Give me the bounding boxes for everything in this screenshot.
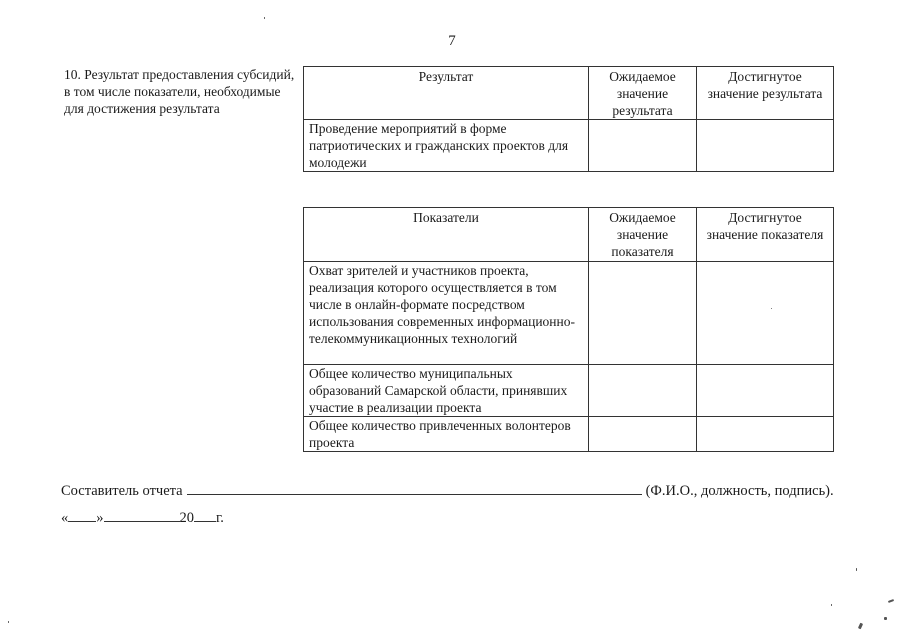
scan-speck xyxy=(264,17,265,19)
indicator-table xyxy=(303,207,834,452)
table-row xyxy=(304,262,834,365)
signature-hint: (Ф.И.О., должность, подпись). xyxy=(645,483,834,499)
result-row-expected-cell xyxy=(589,120,697,172)
result-table xyxy=(303,66,834,172)
indicator-row-label: Общее количество привлеченных волонтеров проекта xyxy=(304,417,589,452)
scan-speck xyxy=(831,604,832,606)
scan-speck xyxy=(884,617,887,620)
result-header-label: Результат xyxy=(304,67,589,120)
indicator-row-expected-cell xyxy=(589,417,697,452)
indicator-header-label: Показатели xyxy=(304,208,589,262)
table-row xyxy=(304,365,834,417)
indicator-row-achieved-cell xyxy=(697,417,834,452)
indicator-header-expected: Ожидаемое значение показателя xyxy=(589,208,697,262)
signature-label: Составитель отчета xyxy=(61,483,183,499)
result-header-achieved: Достигнутое значение результата xyxy=(697,67,834,120)
indicator-row-label: Общее количество муниципальных образований Самарской области, принявших участие в реализации проекта xyxy=(304,365,589,417)
month-blank xyxy=(104,508,180,522)
scan-speck xyxy=(888,599,894,603)
table-row xyxy=(304,120,834,172)
indicator-header-achieved: Достигнутое значение показателя xyxy=(697,208,834,262)
result-table-header xyxy=(304,67,834,120)
year-prefix: 20 xyxy=(179,510,194,526)
indicator-row-expected-cell xyxy=(589,262,697,365)
date-close-quote: » xyxy=(96,510,104,526)
date-line xyxy=(61,508,224,527)
result-header-expected: Ожидаемое значение результата xyxy=(589,67,697,120)
year-blank xyxy=(194,508,216,522)
result-row-label: Проведение мероприятий в форме патриотических и гражданских проектов для молодежи xyxy=(304,120,589,172)
day-blank xyxy=(68,508,96,522)
table-row xyxy=(304,417,834,452)
signature-blank xyxy=(187,481,642,495)
indicator-row-expected-cell xyxy=(589,365,697,417)
indicator-row-achieved-cell xyxy=(697,262,834,365)
indicator-table-header xyxy=(304,208,834,262)
section-label: 10. Результат предоставления субсидий, в том числе показатели, необходимые для достижения результата xyxy=(64,67,295,116)
scan-speck xyxy=(856,568,857,571)
scan-speck xyxy=(771,308,772,309)
scan-speck xyxy=(858,623,863,630)
page-number: 7 xyxy=(448,33,456,49)
signature-line xyxy=(61,481,851,500)
date-open-quote: « xyxy=(61,510,69,526)
indicator-row-label: Охват зрителей и участников проекта, реализация которого осуществляется в том числе в онлайн-формате посредством использования современных информационно-телекоммуникационных технологий xyxy=(304,262,589,365)
result-row-achieved-cell xyxy=(697,120,834,172)
year-suffix: г. xyxy=(216,510,224,526)
scan-speck xyxy=(8,621,9,623)
indicator-row-achieved-cell xyxy=(697,365,834,417)
